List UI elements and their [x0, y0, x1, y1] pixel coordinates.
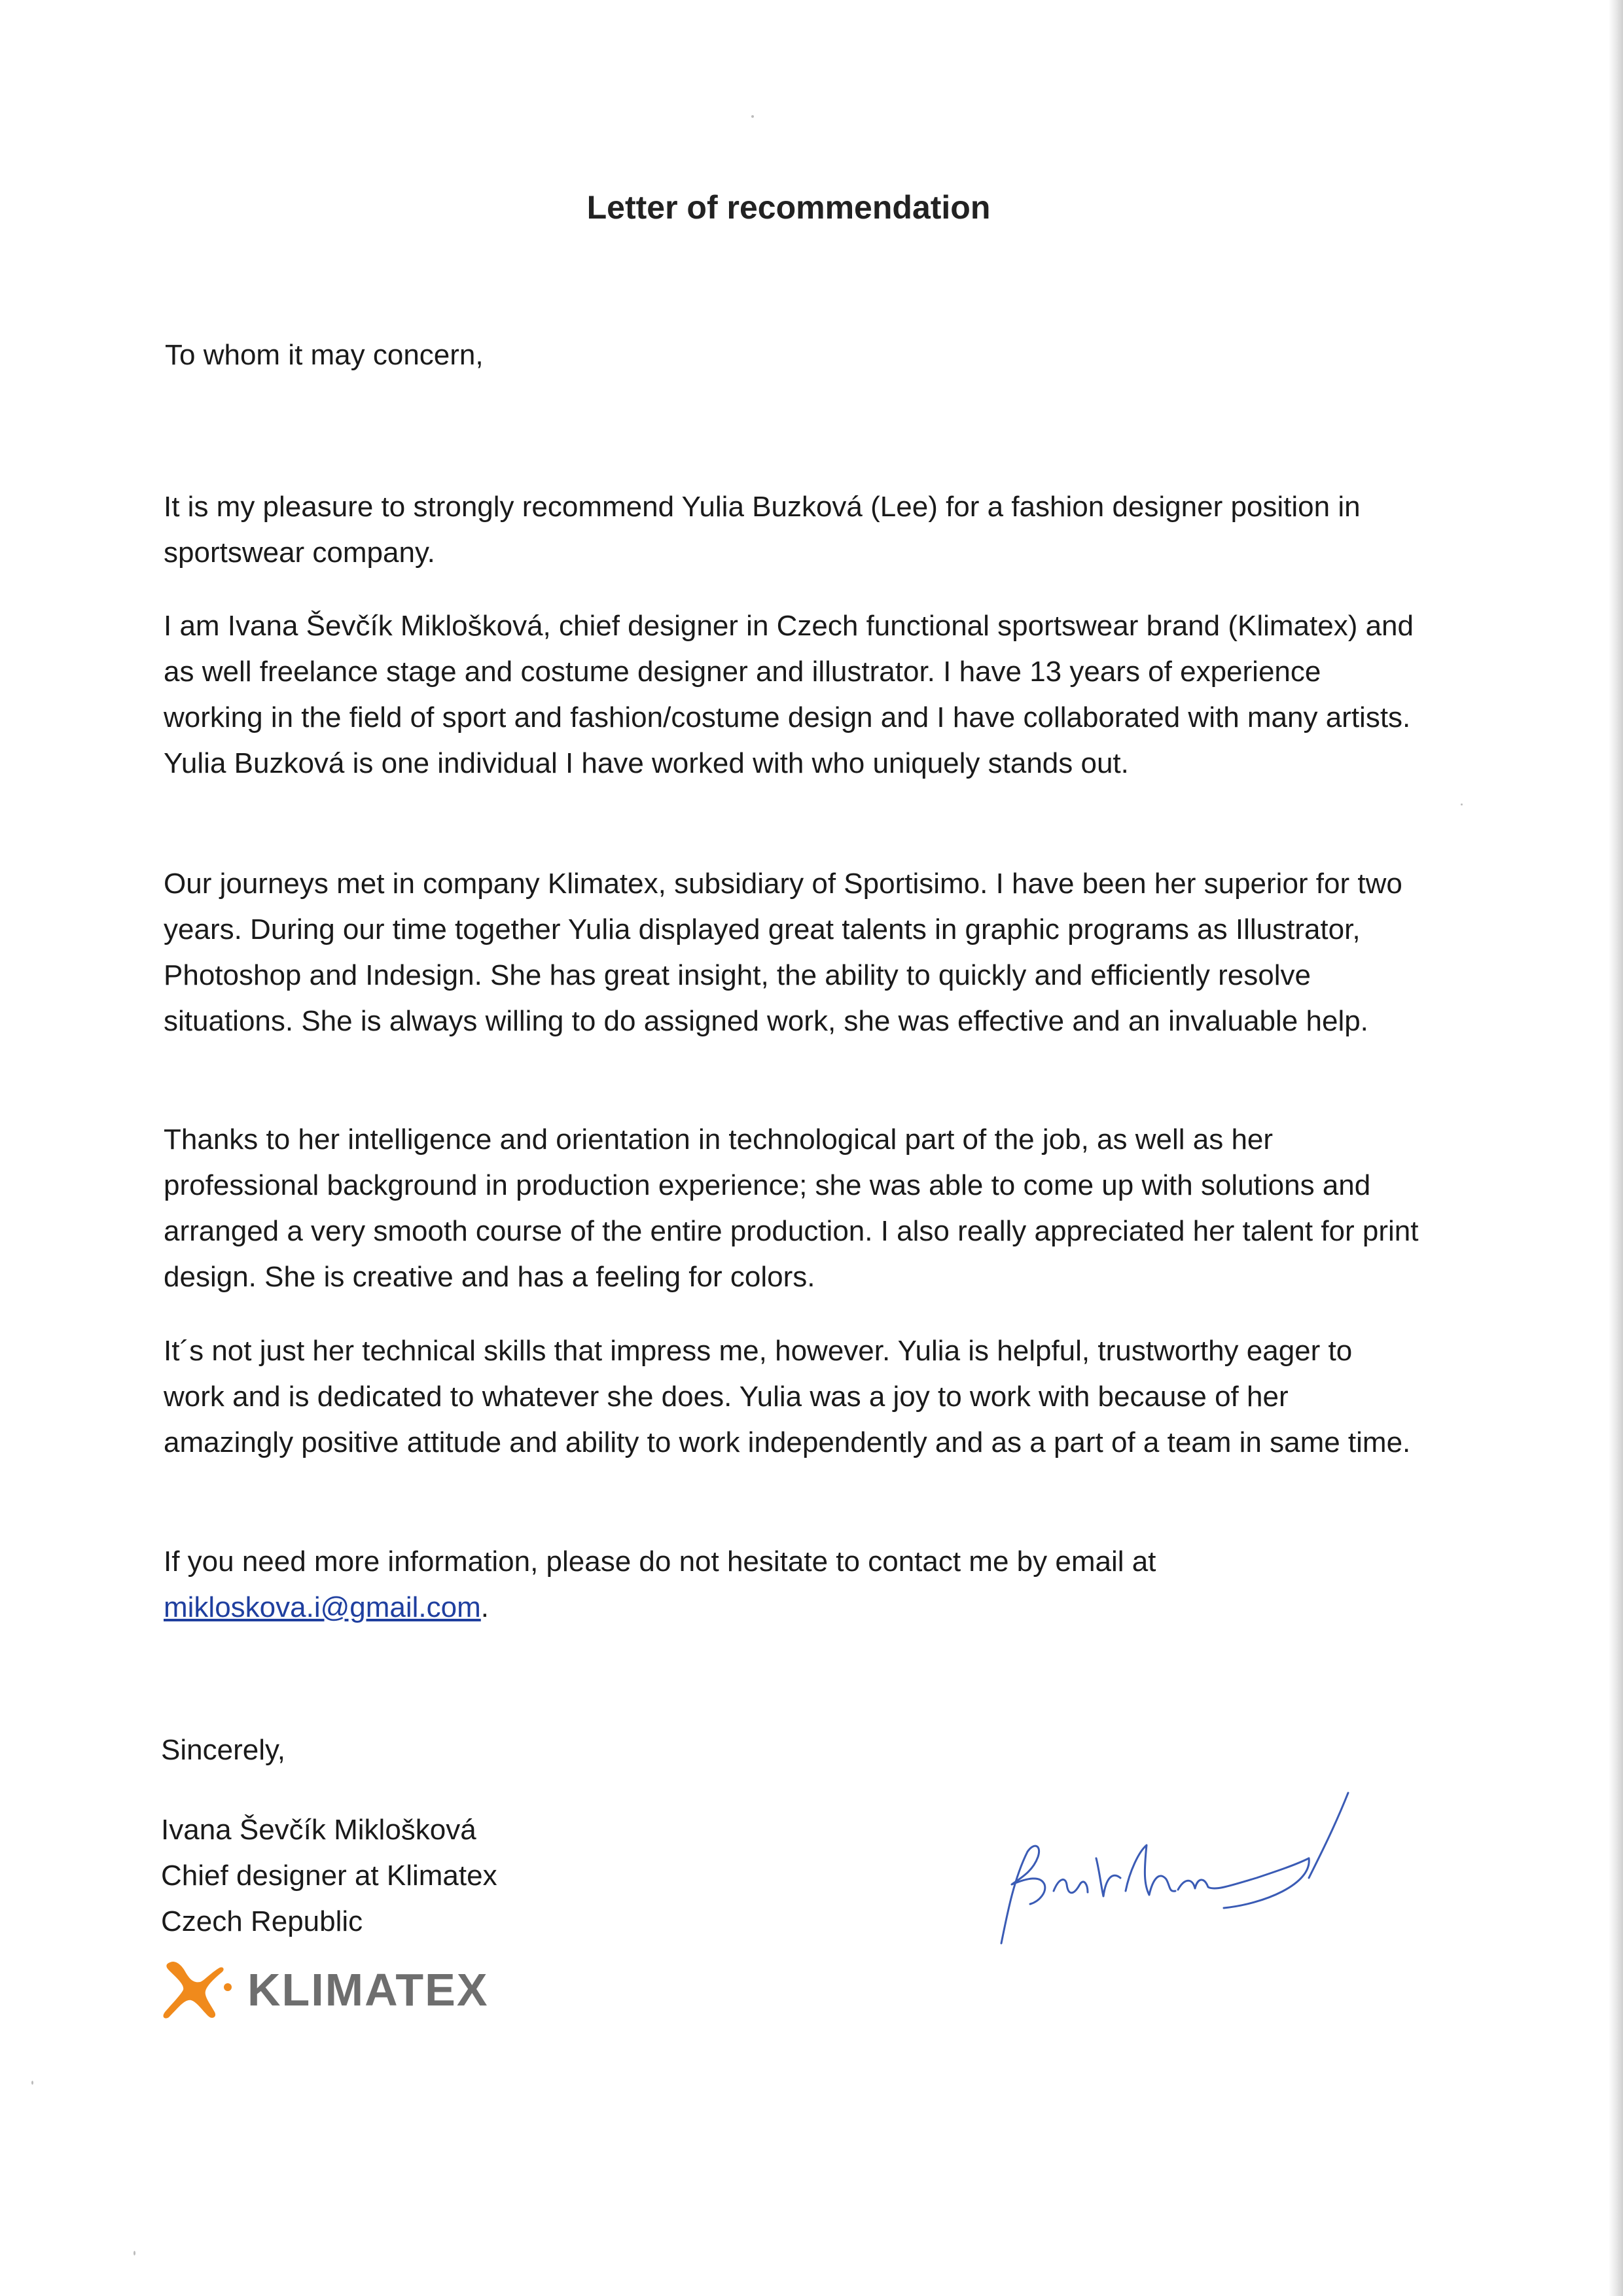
paragraph-intro: It is my pleasure to strongly recommend Yulia Buzková (Lee) for a fashion designer position in sportswear company. [164, 491, 1361, 569]
signer-name: Ivana Ševčík Miklošková [161, 1814, 476, 1846]
klimatex-logo [157, 1953, 537, 2025]
letter-title: Letter of recommendation [586, 189, 991, 226]
signer-block [161, 1807, 497, 1945]
paragraph-character: It´s not just her technical skills that impress me, however. Yulia is helpful, trustworthy eager to work and is dedicated to whatever she does. Yulia was a joy to work with because of her amazingly positive attitude and ability to work independently and as a part of a team in same time. [164, 1335, 1411, 1458]
paragraph-contact [164, 1539, 1420, 1631]
email-suffix: . [480, 1591, 490, 1623]
paragraph-about-author: I am Ivana Ševčík Miklošková, chief designer in Czech functional sportswear brand (Klimatex) and as well freelance stage and costume designer and illustrator. I have 13 years of experience working in the field of sport and fashion/costume design and I have collaborated with many artists. Yulia Buzková is one individual I have worked with who uniquely stands out. [164, 610, 1414, 779]
closing: Sincerely, [161, 1734, 285, 1766]
signer-country: Czech Republic [161, 1905, 363, 1937]
logo-wordmark: KLIMATEX [247, 1964, 489, 2015]
paragraph-skills: Thanks to her intelligence and orientation in technological part of the job, as well as her professional background in production experience; she was able to come up with solutions and arranged a very smooth course of the entire production. I also really appreciated her talent for print design. She is creative and has a feeling for colors. [164, 1123, 1419, 1293]
paragraph-collaboration: Our journeys met in company Klimatex, subsidiary of Sportisimo. I have been her superior for two years. During our time together Yulia displayed great talents in graphic programs as Illustrator, Photoshop and Indesign. She has great insight, the ability to quickly and efficiently resolve situations. She is always willing to do assigned work, she was effective and an invaluable help. [164, 868, 1402, 1037]
greeting: To whom it may concern, [165, 339, 484, 371]
contact-text: If you need more information, please do not hesitate to contact me by email at [164, 1545, 1156, 1578]
signer-title: Chief designer at Klimatex [161, 1860, 497, 1892]
scan-edge-shadow [1609, 0, 1623, 2296]
email-link[interactable]: mikloskova.i@gmail.com [164, 1591, 481, 1623]
handwritten-signature [982, 1780, 1427, 1963]
orange-figure-icon [164, 1962, 232, 2019]
